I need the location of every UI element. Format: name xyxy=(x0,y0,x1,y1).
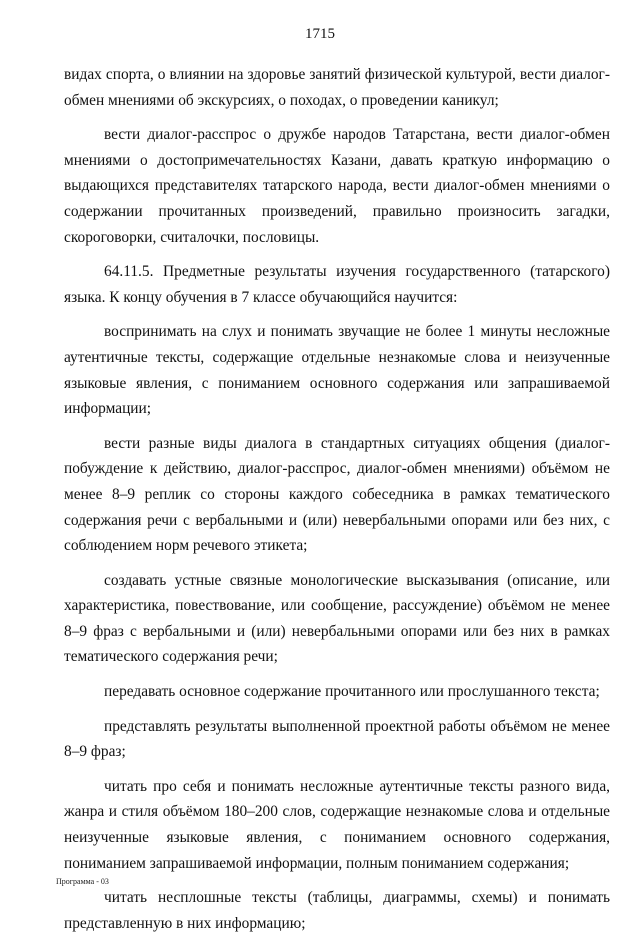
paragraph-listening: воспринимать на слух и понимать звучащие не более 1 минуты несложные аутентичные тексты, содержащие отдельные незнакомые слова и неизученные языковые явления, с пониманием основного содержания или запрашиваемой информации; xyxy=(64,323,610,418)
paragraph-monologue: создавать устные связные монологические высказывания (описание, или характеристика, повествование, или сообщение, рассуждение) объёмом не менее 8–9 фраз с вербальными и (или) невербальными опорами или без них в рамках тематического содержания речи; xyxy=(64,571,610,666)
paragraph-tatarstan-dialog: вести диалог-расспрос о дружбе народов Татарстана, вести диалог-обмен мнениями о достопримечательностях Казани, давать краткую информацию о выдающихся представителях татарского народа, вести диалог-обмен мнениями о содержании прочитанных произведений, правильно произносить загадки, скороговорки, считалочки, пословицы. xyxy=(64,126,610,246)
paragraph-non-continuous-texts: читать несплошные тексты (таблицы, диаграммы, схемы) и понимать представленную в них информацию; xyxy=(64,889,610,932)
paragraph-dialog-types: вести разные виды диалога в стандартных ситуациях общения (диалог-побуждение к действию, диалог-расспрос, диалог-обмен мнениями) объёмом не менее 8–9 реплик со стороны каждого собеседника в рамках тематического содержания речи с вербальными и (или) невербальными опорами или без них, с соблюдением норм речевого этикета; xyxy=(64,434,610,555)
paragraph-continuation: видах спорта, о влиянии на здоровье занятий физической культурой, вести диалог-обмен мнениями об экскурсиях, о походах, о проведении каникул; xyxy=(64,66,610,109)
paragraph-reading: читать про себя и понимать несложные аутентичные тексты разного вида, жанра и стиля объёмом 180–200 слов, содержащие незнакомые слова и отдельные неизученные языковые явления, с пониманием основного содержания, пониманием запрашиваемой информации, полным пониманием содержания; xyxy=(64,777,610,872)
page-number: 1715 xyxy=(305,26,335,42)
page-footer: Программа - 03 xyxy=(56,877,109,886)
document-body xyxy=(64,62,610,945)
paragraph-project: представлять результаты выполненной проектной работы объёмом не менее 8–9 фраз; xyxy=(64,717,610,761)
paragraph-retelling: передавать основное содержание прочитанного или прослушанного текста; xyxy=(104,683,600,701)
paragraph-section-heading: 64.11.5. Предметные результаты изучения государственного (татарского) языка. К концу обучения в 7 классе обучающийся научится: xyxy=(64,263,610,306)
